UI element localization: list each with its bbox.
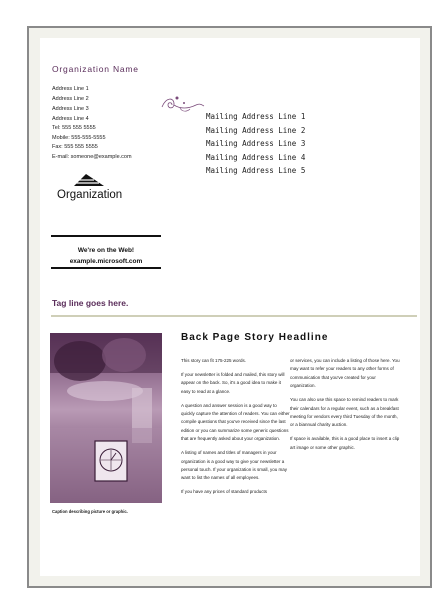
address-line: Address Line 3 (52, 106, 89, 112)
web-rule-top (51, 235, 161, 237)
story-paragraph: If you have any prices of standard products (181, 489, 268, 495)
story-headline: Back Page Story Headline (181, 332, 329, 343)
mailing-line: Mailing Address Line 3 (206, 139, 306, 148)
tel-line: Tel: 555 555 5555 (52, 125, 96, 131)
address-block (52, 84, 89, 124)
section-divider (51, 315, 417, 317)
organization-logo-text: Organization (57, 189, 123, 201)
story-paragraph: You can also use this space to remind readers to mark their calendars for a regular event, such as a breakfast meeting for vendors every third Tuesday of the month, or a biannual charity auction. (290, 397, 399, 428)
tagline: Tag line goes here. (52, 298, 129, 308)
organization-name: Organization Name (52, 64, 139, 74)
web-rule-bottom (51, 267, 161, 269)
story-paragraph: A listing of names and titles of managers in your organization is a good way to give your newsletter a personal touch. If your organization is small, you may want to list the names of all employees. (181, 450, 288, 481)
story-paragraph: If your newsletter is folded and mailed, this story will appear on the back. So, it's a good idea to make it easy to read at a glance. (181, 371, 285, 394)
story-column-2 (290, 357, 400, 458)
mailing-line: Mailing Address Line 4 (206, 152, 306, 162)
story-paragraph: This story can fit 175-225 words. (181, 358, 247, 363)
web-url: example.microsoft.com (69, 258, 143, 265)
pyramid-logo-icon (70, 172, 108, 188)
email-line: E-mail: someone@example.com (52, 153, 132, 160)
web-heading: We're on the Web! (77, 247, 135, 254)
address-line: Address Line 4 (52, 116, 89, 122)
mobile-line: Mobile: 555-555-5555 (52, 134, 106, 141)
story-paragraph: If space is available, this is a good place to insert a clip art image or some other graphic. (290, 436, 400, 450)
address-line: Address Line 1 (52, 86, 89, 92)
photo-caption: Caption describing picture or graphic. (52, 509, 128, 514)
story-column-1 (181, 357, 291, 502)
flourish-ornament-icon (160, 93, 206, 115)
mailing-line: Mailing Address Line 1 (206, 112, 306, 121)
mailing-address-block (206, 110, 305, 178)
mailing-line: Mailing Address Line 5 (206, 166, 306, 175)
story-paragraph: or services, you can include a listing of those here. You may want to refer your readers to any other forms of communication that you've created for your organization. (290, 358, 400, 389)
contact-block (52, 124, 132, 162)
story-paragraph: A question and answer session is a good way to quickly capture the attention of readers. You can either compile questions that you've received since the last edition or you can summarize some generic questions that are frequently asked about your organization. (181, 402, 290, 442)
mailing-line: Mailing Address Line 2 (206, 125, 306, 135)
fax-line: Fax: 555 555 5555 (52, 144, 98, 151)
address-line: Address Line 2 (52, 96, 89, 102)
kitchen-photo-image (50, 333, 162, 503)
